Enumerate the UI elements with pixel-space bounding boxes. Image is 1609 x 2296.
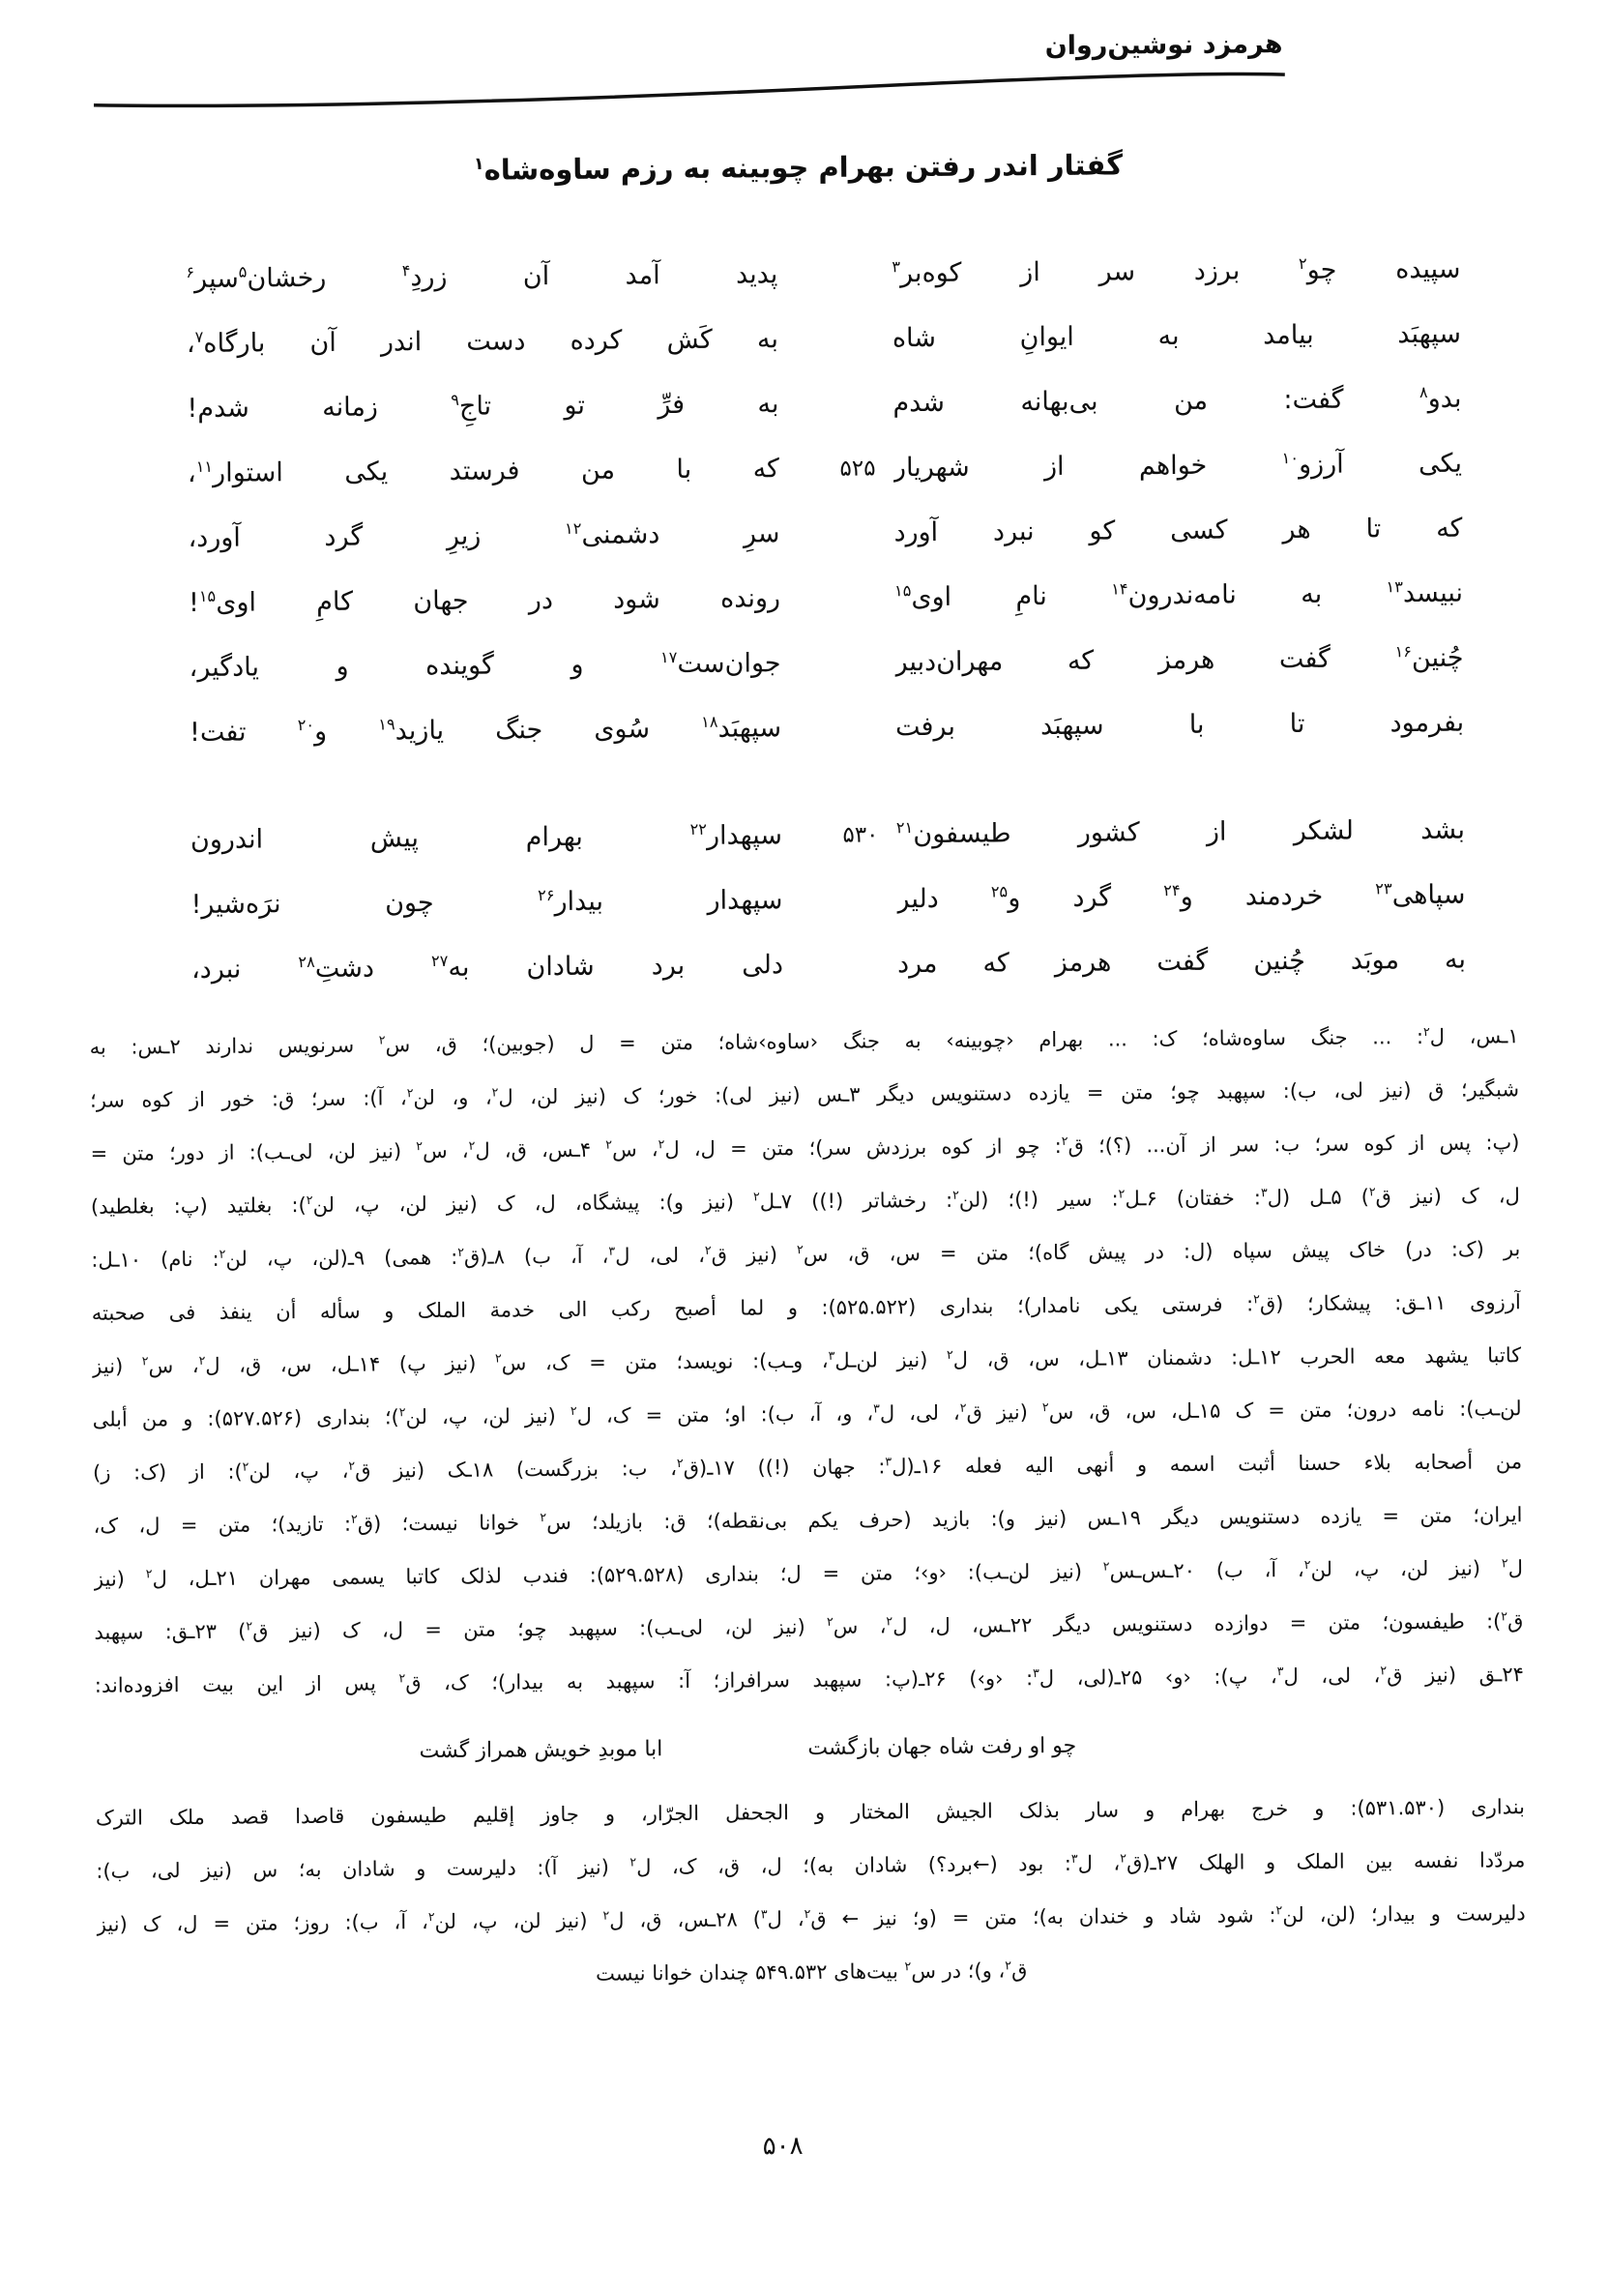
hemistich-left: سپهدار بیدار$^{۲۶}$ چون نرَه‌شیر!: [190, 884, 783, 920]
hemistich-right: سپهبَد بیامد به ایوانِ شاه: [892, 318, 1462, 353]
header-rule: [90, 68, 1289, 112]
verse-row: [183, 367, 1461, 441]
verse-number: [824, 662, 895, 663]
verse-number: ۵۳۰: [842, 821, 879, 848]
apparatus-line: ل، ک (نیز ق$^۲$) ۵ـل (ل$^۳$: خفتان) ۶ـل$^۲$: سیر (!)؛ (لن$^۲$: رخشاتر (!)) ۷ـل$^۲$ (نیز و): پیشگاه، ل، ک (نیز لن، پ، لن$^۲$): بغلتید (پ: بغلطید): [90, 1184, 1520, 1219]
verse-row: [187, 798, 1465, 872]
verse-row: [185, 561, 1463, 635]
apparatus-line: ایران؛ متن = یازده دستنویس دیگر ۱۹ـس (نیز و): بازید (حرف یکم بی‌نقطه)؛ ق: بازیلد؛ س$^۲$ خوانا نیست؛ (ق$^۲$: تازید)؛ متن = ل، ک،: [93, 1503, 1523, 1538]
hemistich-left: سپهدار$^{۲۲}$ بهرام پیش اندرون: [190, 819, 783, 855]
hemistich-right: بدو$^۸$ گفت: من بی‌بهانه شدم: [892, 382, 1462, 418]
hemistich-right: بفرمود تا با سپهبَد برفت: [894, 707, 1465, 742]
apparatus-line: ۲۴ـق (نیز ق$^۲$، لی، ل$^۳$، پ): ‹و› ۲۵ـ(لی، ل$^۳$: ‹و›) ۲۶ـ(پ: سپهبد سرافراز؛ آ: سپهبد به بیدار)؛ ک، ق$^۲$ پس از این بیت افزوده‌اند:: [94, 1663, 1524, 1697]
verse-number: [825, 899, 896, 900]
stanza-1: [182, 237, 1464, 765]
apparatus-line: مردّدا نفسه بین الملک و الهلک ۲۷ـ(ق$^۲$، ل$^۳$: بود (←برد؟) شادان به)؛ ل، ق، ک، ل$^۲$ (نیز آ): دلیرست و شادان به؛ س (نیز لی، ب):: [96, 1848, 1526, 1883]
hemistich-right: سپیده چو$^۲$ برزد سر از کوه‌بر$^۳$: [892, 253, 1461, 288]
verse-row: [183, 302, 1461, 376]
inserted-couplet: [33, 1716, 1462, 1783]
section-title: گفتار اندر رفتن بهرام چوبینه به رزم ساوه‌شاه$^۱$: [473, 148, 1124, 187]
apparatus-line: بر (ک: در) خاک پیش سپاه (ل: در پیش گاه)؛ متن = س، ق، س$^۲$ (نیز ق$^۲$، لی، ل$^۳$، آ، ب) ۸ـ(ق$^۲$: همی) ۹ـ(لن، پ، لن$^۲$: نام) ۱۰ـل:: [91, 1237, 1521, 1272]
couplet-left: ابا موبدِ خویش همراز گشت: [419, 1737, 663, 1764]
apparatus-line: ق$^۲$): طیفسون؛ متن = دوازده دستنویس دیگر ۲۲ـس، ل، ل$^۲$، س$^۲$ (نیز لن، لی‌ـب): سپهبد چو؛ متن = ل، ک (نیز ق$^۲$) ۲۳ـق: سپهبد: [94, 1608, 1524, 1644]
couplet-right: چو او رفت شاه جهان بازگشت: [807, 1733, 1077, 1760]
hemistich-left: به کَش کرده دست اندر آن بارگاه$^۷$،: [186, 323, 779, 359]
hemistich-left: سرِ دشمنی$^{۱۲}$ زیرِ گرد آورد،: [188, 517, 780, 553]
hemistich-left: سپهبَد$^{۱۸}$ سُوی جنگ یازید$^{۱۹}$ و$^{۲۰}$ تفت!: [189, 712, 782, 748]
hemistich-left: رونده شود در جهان کامِ اوی$^{۱۵}$!: [188, 582, 781, 618]
verse-number: [824, 727, 895, 728]
apparatus-line: ۱ـس، ل$^۲$: ... جنگ ساوه‌شاه؛ ک: ... بهرام ‹چوبینه› به جنگ ‹ساوه›شاه؛ متن = ل (جوبین)؛ ق، س$^۲$ سرنویس ندارند ۲ـس: به: [89, 1023, 1519, 1059]
apparatus-line: ق$^۲$، و)؛ در س$^۲$ بیت‌های ۵۴۹.۵۳۲ چندان خوانا نیست: [595, 1957, 1028, 1986]
apparatus-line: بنداری (۵۳۱.۵۳۰): و خرج بهرام و سار بذلک الجیش المختار و الجحفل الجرّار، و جاوز إقلیم طیسفون قاصدا قصد ملک الترک: [95, 1795, 1525, 1830]
hemistich-right: سپاهی$^{۲۳}$ خردمند و$^{۲۴}$ گرد و$^{۲۵}$ دلیر: [896, 878, 1466, 914]
hemistich-left: دلی برد شادان به$^{۲۷}$ دشتِ$^{۲۸}$ نبرد،: [190, 949, 784, 985]
verse-number: [821, 403, 892, 404]
critical-apparatus: [89, 1010, 1526, 2005]
verse-number: [826, 964, 897, 965]
hemistich-right: بشد لشکر از کشور طیسفون$^{۲۱}$: [895, 814, 1466, 849]
hemistich-left: جوان‌ست$^{۱۷}$ و گوینده و یادگیر،: [189, 647, 781, 683]
verse-row: [185, 626, 1463, 700]
verse-row: [186, 691, 1464, 765]
apparatus-line: لن‌ـب): نامه درون؛ متن = ک ۱۵ـل، س، ق، س$^۲$ (نیز ق$^۲$، لی، ل$^۳$، و، آ، ب): او؛ متن = ک، ل$^۲$ (نیز لن، پ، لن$^۲$)؛ بنداری (۵۲۷.۵۲۶): و من أبلی: [92, 1397, 1522, 1431]
header-rule-line: [90, 68, 1289, 112]
page-number: ۵۰۸: [762, 2132, 804, 2162]
poem: [182, 237, 1466, 1002]
verse-row: [187, 863, 1465, 937]
hemistich-right: که تا هر کسی کو نبرد آورد: [893, 513, 1463, 547]
hemistich-right: به موبَد چُنین گفت هرمز که مرد: [896, 944, 1467, 979]
apparatus-line: من أصحابه بلاء حسنا أثبت اسمه و أنهی الیه فعله ۱۶ـ(ل$^۳$: جهان (!)) ۱۷ـ(ق$^۲$، ب: بزرگست) ۱۸ـک (نیز ق$^۲$، پ، لن$^۲$): از (ک: ز): [93, 1450, 1523, 1485]
verse-row: [184, 431, 1462, 506]
stanza-2: [187, 798, 1467, 1002]
verse-number: [820, 274, 892, 275]
apparatus-line: (پ: پس از کوه سر؛ ب: سر از آن... (؟)؛ ق$^۲$: چو از کوه برزدش سر)؛ متن = ل، ل$^۲$، س$^۲$ ۴ـس، ق، ل$^۲$، س$^۲$ (نیز لن، لی‌ـب): از دور؛ متن =: [90, 1131, 1520, 1165]
hemistich-right: نبیسد$^{۱۳}$ به نامه‌ندرون$^{۱۴}$ نامِ اوی$^{۱۵}$: [893, 576, 1464, 612]
apparatus-line: آرزوی ۱۱ـق: پیشکار؛ (ق$^۲$: فرستی یکی نامدار)؛ بنداری (۵۲۵.۵۲۲): و لما أصبح رکب الی خدمة الملک و سأله أن ینفذ فی صحبته: [91, 1290, 1521, 1325]
verse-row: [184, 496, 1462, 571]
hemistich-left: به فرِّ تو تاجِ$^۹$ زمانه شدم!: [187, 388, 779, 424]
verse-number: [822, 533, 893, 534]
apparatus-line: ل$^۲$ (نیز لن، پ، لن$^۲$، آ، ب) ۲۰ـس‌ـس$^۲$ (نیز لن‌ـب): ‹و›؛ متن = ل؛ بنداری (۵۲۹.۵۲۸): فندب لذلک کاتبا یسمی مهران ۲۱ـل، ل$^۲$ (نیز: [93, 1555, 1524, 1591]
apparatus-line: کاتبا یشهد معه الحرب ۱۲ـل: دشمنان ۱۳ـل، س، ق، ل$^۲$ (نیز لن‌ـل$^۳$، و‌ـب): نویسد؛ متن = ک، س$^۲$ (نیز پ) ۱۴ـل، س، ق، ل$^۲$، س$^۲$ (نیز: [92, 1343, 1522, 1378]
verse-number: [823, 598, 894, 599]
hemistich-right: چُنین$^{۱۶}$ گفت هرمز که مهران‌دبیر: [894, 641, 1464, 677]
hemistich-left: پدید آمد آن زردِ$^۴$ رخشان$^۵$سپر$^۶$: [186, 258, 778, 294]
apparatus-line: شبگیر؛ ق (نیز لی، ب): سپهبد چو؛ متن = یازده دستنویس دیگر ۳ـس (نیز لی): خور؛ ک (نیز لن، ل$^۲$، و، لن$^۲$، آ): سر؛ ق: خور از کوه سر؛: [89, 1077, 1520, 1112]
running-header: هرمزد نوشین‌روان: [1044, 29, 1283, 62]
apparatus-line: دلیرست و بیدار؛ (لن، لن$^۲$: شود شاد و خندان به)؛ متن = (و؛ نیز ← ق$^۲$، ل$^۳$) ۲۸ـس، ق، ل$^۲$ (نیز لن، پ، لن$^۲$، آ، ب): روز؛ متن = ل، ک (نیز: [96, 1901, 1526, 1936]
hemistich-left: که با من فرستد یکی استوار$^{۱۱}$،: [187, 453, 780, 488]
verse-row: [188, 927, 1466, 1002]
verse-number: ۵۲۵: [839, 455, 876, 482]
hemistich-right: یکی آرزو$^{۱۰}$ خواهم از شهریار: [892, 448, 1463, 483]
verse-row: [182, 237, 1460, 311]
